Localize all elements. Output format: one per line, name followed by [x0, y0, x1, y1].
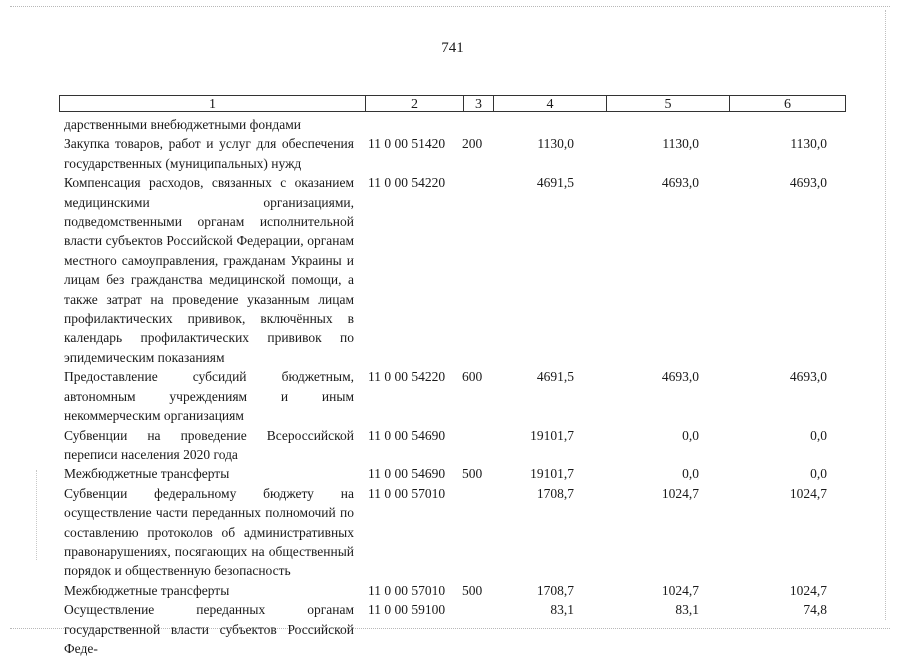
row-value-3: 1130,0: [790, 136, 827, 152]
row-value-2: 1024,7: [661, 485, 699, 501]
row-value-3: 0,0: [810, 466, 827, 482]
row-type: 200: [462, 136, 483, 152]
row-value-3: 4693,0: [789, 369, 827, 385]
row-code: 11 0 00 54690: [368, 466, 446, 482]
row-value-1: 4691,5: [536, 369, 574, 385]
table-row: [64, 426, 864, 465]
row-name: Межбюджетные трансферты: [64, 466, 230, 482]
row-type: 600: [462, 369, 483, 385]
table-header: [59, 95, 846, 113]
page-edge-right: [885, 10, 887, 620]
row-code: 11 0 00 57010: [368, 485, 446, 501]
page-edge-top: [10, 6, 890, 8]
table-row: [64, 115, 864, 134]
row-value-2: 1130,0: [662, 136, 699, 152]
header-col-5: 5: [606, 95, 729, 112]
header-col-2: 2: [365, 95, 463, 112]
table-row: [64, 581, 864, 600]
row-code: 11 0 00 59100: [368, 602, 446, 618]
row-value-1: 1130,0: [537, 136, 574, 152]
row-value-1: 19101,7: [530, 427, 574, 443]
row-type: 500: [462, 582, 483, 598]
row-name: Субвенции федеральному бюджету на осуществление части переданных полномочий по составлению протоколов об административных правонарушениях, посягающих на общественный порядок и общественную безопасность: [64, 485, 354, 579]
table-row: [64, 464, 864, 483]
row-value-1: 19101,7: [530, 466, 574, 482]
row-name: дарственными внебюджетными фондами: [64, 117, 302, 132]
row-value-2: 83,1: [675, 602, 699, 618]
row-name: Закупка товаров, работ и услуг для обеспечения государственных (муниципальных) нужд: [64, 136, 354, 171]
row-value-2: 4693,0: [661, 369, 699, 385]
table-body: [64, 115, 864, 658]
page-edge-mark: [36, 470, 41, 560]
table-row: [64, 134, 864, 173]
header-col-4: 4: [493, 95, 606, 112]
table-row: [64, 173, 864, 367]
header-col-3: 3: [463, 95, 493, 112]
table-row: [64, 484, 864, 581]
row-value-3: 0,0: [810, 427, 827, 443]
row-code: 11 0 00 54220: [368, 369, 446, 385]
row-value-1: 83,1: [550, 602, 574, 618]
row-name: Предоставление субсидий бюджетным, автономным учреждениям и иным некоммерческим организациям: [64, 369, 354, 424]
row-value-1: 1708,7: [536, 582, 574, 598]
row-name: Межбюджетные трансферты: [64, 582, 230, 598]
row-name: Субвенции на проведение Всероссийской переписи населения 2020 года: [64, 427, 354, 462]
row-value-3: 1024,7: [789, 485, 827, 501]
header-col-6: 6: [729, 95, 846, 112]
row-value-2: 4693,0: [661, 175, 699, 191]
row-value-2: 0,0: [682, 427, 699, 443]
row-value-1: [502, 115, 602, 134]
row-value-3: 1024,7: [789, 582, 827, 598]
row-value-3: 4693,0: [789, 175, 827, 191]
row-value-1: 1708,7: [536, 485, 574, 501]
row-name: Компенсация расходов, связанных с оказанием медицинскими организациями, подведомственными органам исполнительной власти субъектов Российской Федерации, органам местного самоуправления, гражданам Украины и лицам без гражданства медицинской помощи, а также затрат на проведение указанным лицам профилактических прививок, включённых в календарь профилактических прививок по эпидемическим показаниям: [64, 175, 354, 365]
table-row: [64, 367, 864, 425]
row-value-2: 1024,7: [661, 582, 699, 598]
page-number: 741: [441, 40, 464, 56]
table-row: [64, 600, 864, 658]
row-value-2: [602, 115, 727, 134]
row-value-3: 74,8: [803, 602, 827, 618]
row-code: 11 0 00 57010: [368, 582, 446, 598]
header-col-1: 1: [59, 95, 365, 112]
row-value-2: 0,0: [682, 466, 699, 482]
row-code: 11 0 00 54690: [368, 427, 446, 443]
row-code: 11 0 00 51420: [368, 136, 446, 152]
row-name: Осуществление переданных органам государственной власти субъектов Российской Феде-: [64, 602, 354, 656]
row-value-1: 4691,5: [536, 175, 574, 191]
row-value-3: [727, 115, 847, 134]
row-type: 500: [462, 466, 483, 482]
row-code: 11 0 00 54220: [368, 175, 446, 191]
